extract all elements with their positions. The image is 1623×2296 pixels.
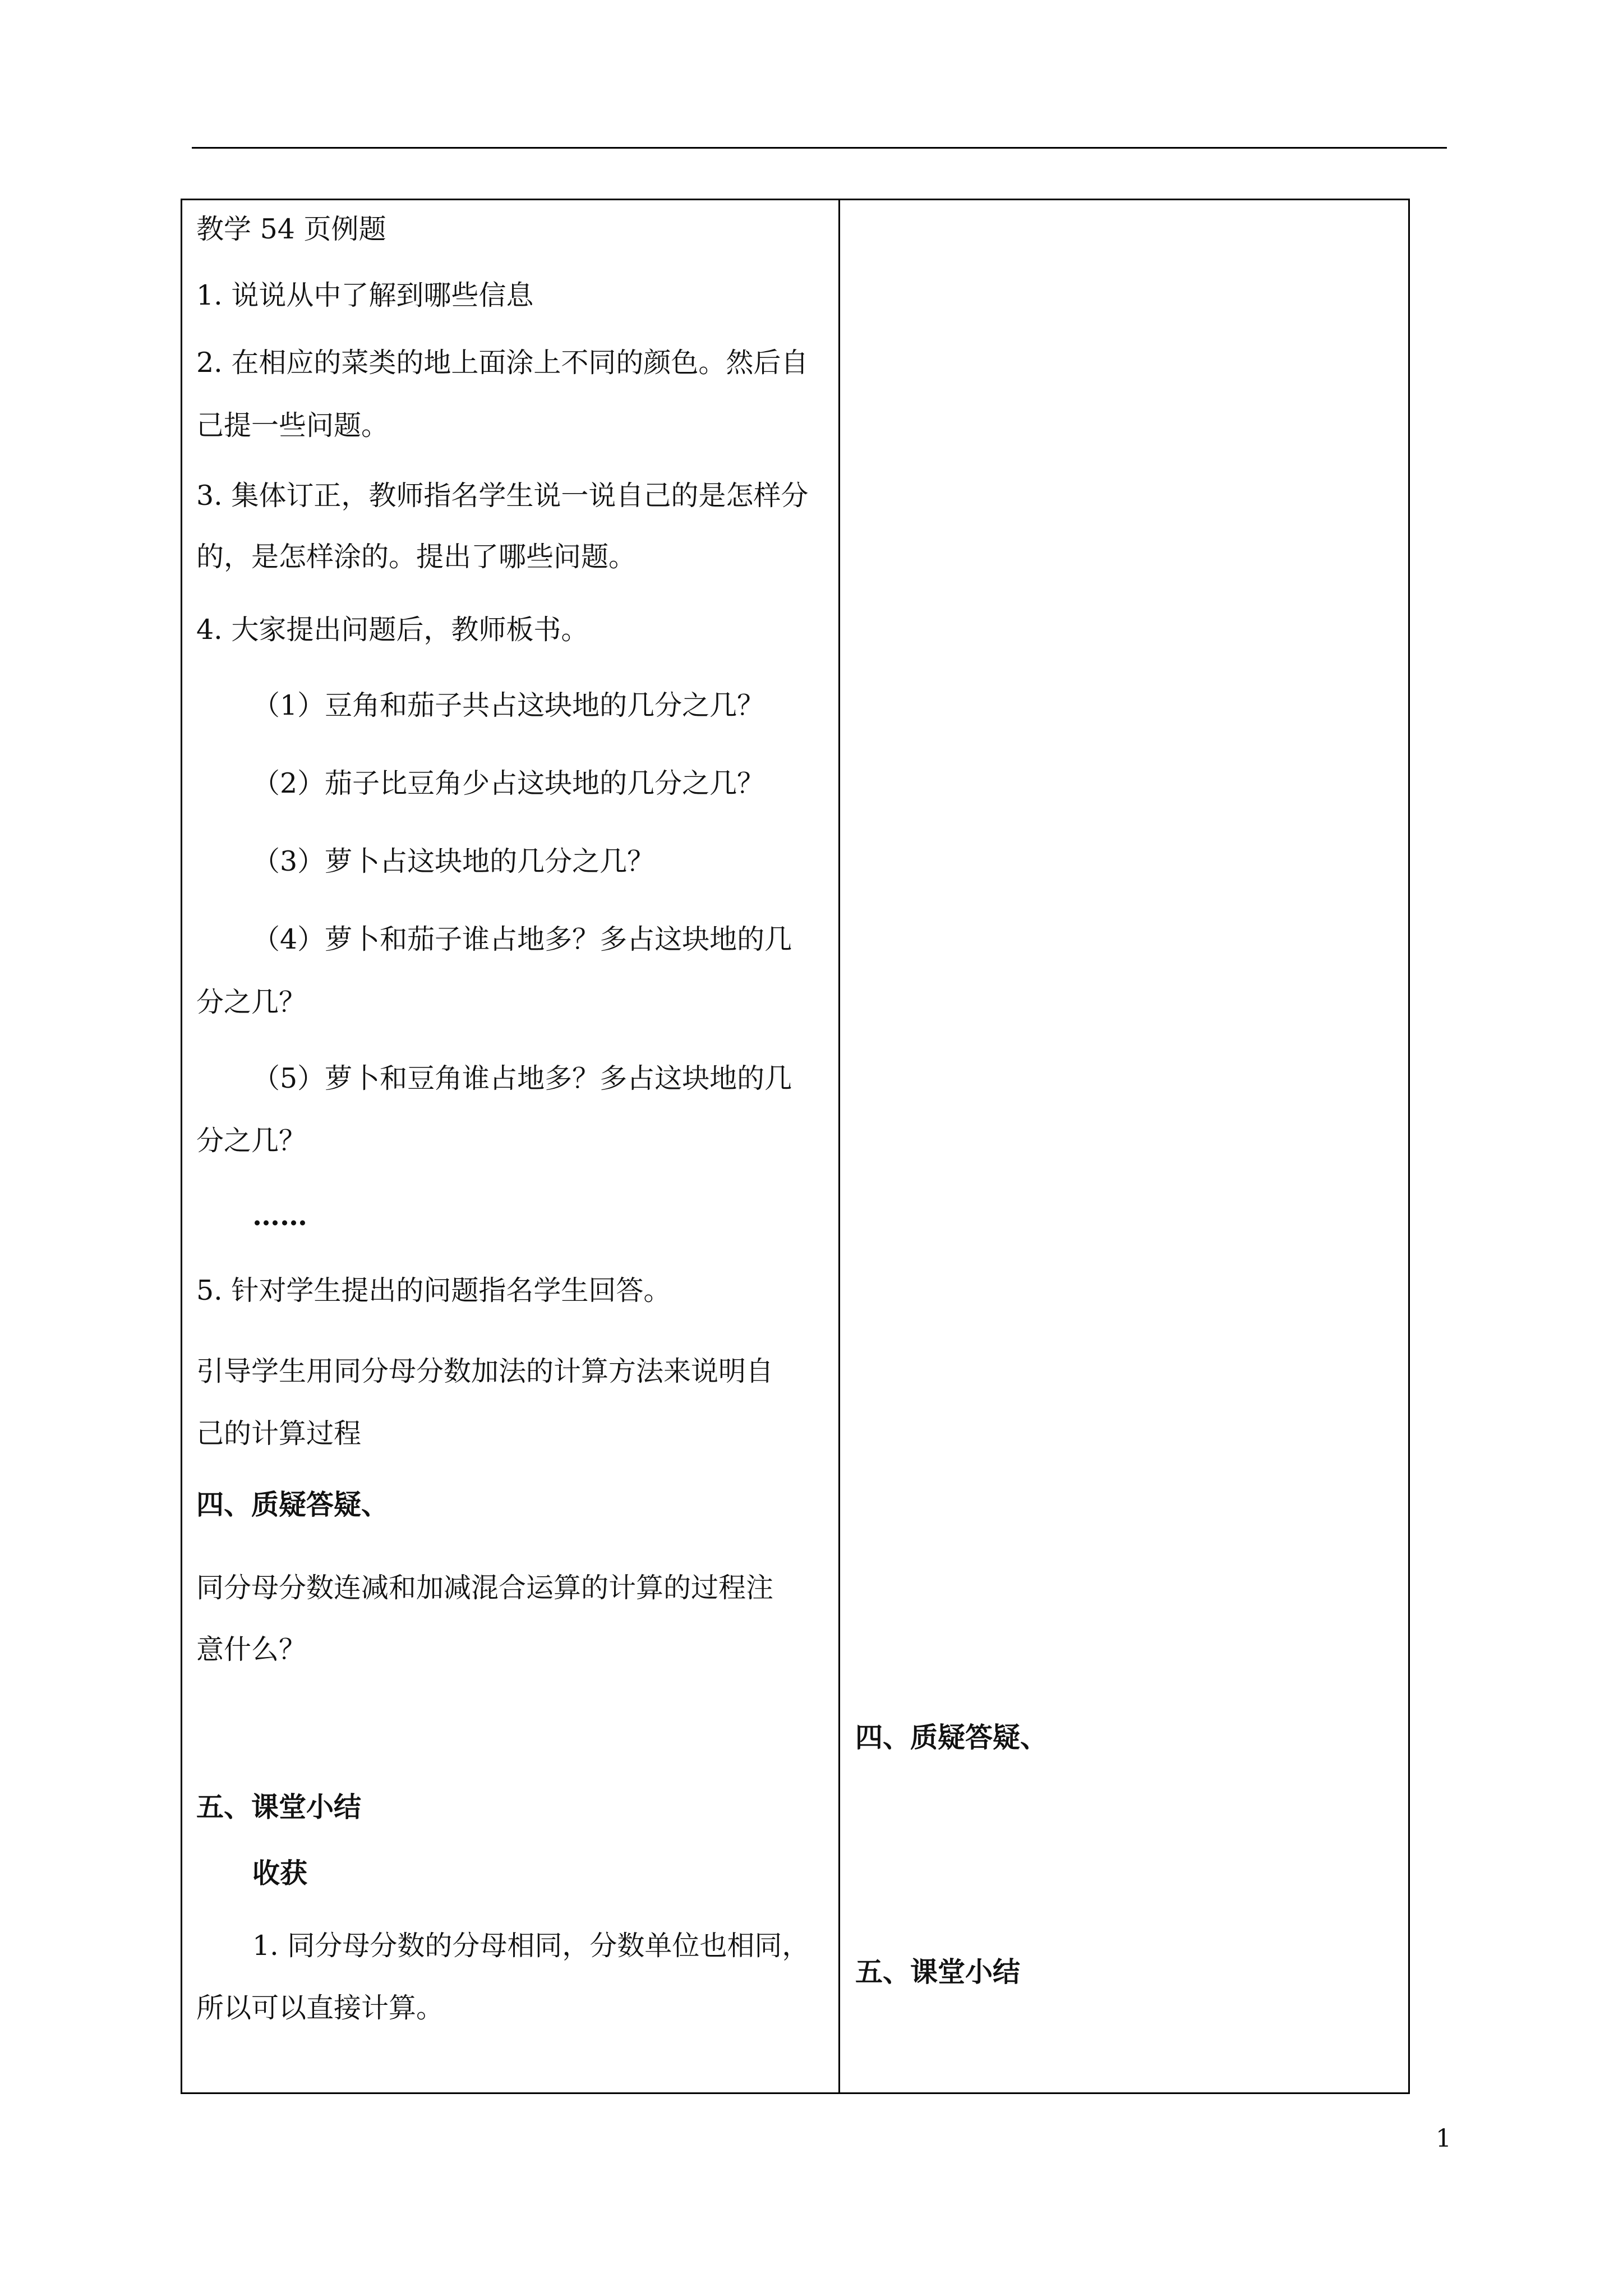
header-rule	[192, 147, 1447, 149]
right-line-0: 四、质疑答疑、	[855, 1721, 1048, 1754]
left-line-13: 分之几？	[196, 1125, 307, 1157]
left-line-22: 收获	[252, 1857, 308, 1889]
left-line-4: 3. 集体订正，教师指名学生说一说自己的是怎样分	[196, 480, 809, 512]
left-line-23: 1. 同分母分数的分母相同，分数单位也相同，	[252, 1930, 810, 1962]
page-number: 1	[1436, 2124, 1451, 2153]
left-line-20: 意什么？	[196, 1634, 307, 1665]
left-line-6: 4. 大家提出问题后，教师板书。	[196, 614, 589, 646]
left-line-8: （2）茄子比豆角少占这块地的几分之几？	[252, 767, 765, 799]
left-line-1: 1. 说说从中了解到哪些信息	[196, 279, 534, 311]
left-line-16: 引导学生用同分母分数加法的计算方法来说明自	[196, 1355, 774, 1387]
left-line-2: 2. 在相应的菜类的地上面涂上不同的颜色。然后自	[196, 347, 809, 379]
left-line-9: （3）萝卜占这块地的几分之几？	[252, 845, 655, 877]
left-line-5: 的，是怎样涂的。提出了哪些问题。	[196, 541, 637, 573]
left-line-24: 所以可以直接计算。	[196, 1992, 444, 2024]
left-line-7: （1）豆角和茄子共占这块地的几分之几？	[252, 689, 765, 721]
left-line-18: 四、质疑答疑、	[196, 1488, 389, 1521]
lesson-table	[181, 199, 1410, 2094]
left-line-19: 同分母分数连减和加减混合运算的计算的过程注	[196, 1572, 774, 1604]
left-line-17: 己的计算过程	[196, 1418, 362, 1450]
left-line-10: （4）萝卜和茄子谁占地多？多占这块地的几	[252, 923, 792, 955]
right-line-1: 五、课堂小结	[855, 1955, 1021, 1988]
left-line-14: ……	[252, 1199, 307, 1232]
left-line-12: （5）萝卜和豆角谁占地多？多占这块地的几	[252, 1062, 792, 1094]
left-line-11: 分之几？	[196, 986, 307, 1018]
left-line-0: 教学 54 页例题	[196, 213, 386, 245]
left-line-3: 己提一些问题。	[196, 409, 389, 441]
column-divider	[838, 200, 840, 2092]
left-line-15: 5. 针对学生提出的问题指名学生回答。	[196, 1274, 671, 1306]
left-line-21: 五、课堂小结	[196, 1791, 362, 1823]
